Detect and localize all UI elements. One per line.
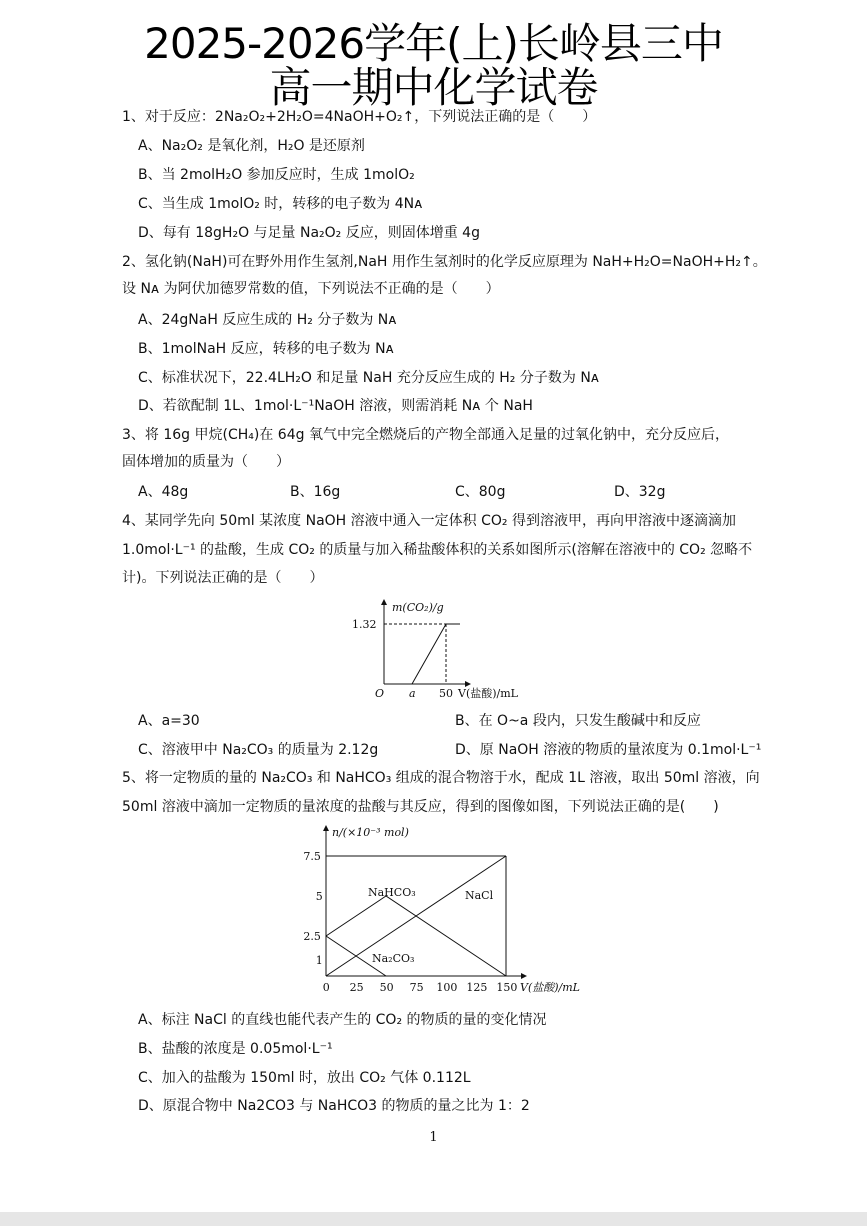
- q4-stem-line-3: 计)。下列说法正确的是（ ）: [122, 570, 324, 586]
- q1-option-a: A、Na₂O₂ 是氧化剂，H₂O 是还原剂: [138, 138, 365, 154]
- x-tick-label: 50: [379, 981, 394, 994]
- co2-mass-series-line: [412, 624, 460, 684]
- q4-option-b: B、在 O~a 段内，只发生酸碱中和反应: [455, 713, 701, 729]
- q2-option-d: D、若欲配制 1L、1mol·L⁻¹NaOH 溶液，则需消耗 Nᴀ 个 NaH: [138, 398, 533, 414]
- q3-option-d: D、32g: [614, 484, 666, 500]
- q2-option-c: C、标准状况下，22.4LH₂O 和足量 NaH 充分反应生成的 H₂ 分子数为 Nᴀ: [138, 370, 600, 386]
- q1-option-b: B、当 2molH₂O 参加反应时，生成 1molO₂: [138, 167, 415, 183]
- origin-label: O: [375, 687, 385, 700]
- y-tick-label: 1.32: [352, 618, 377, 631]
- q3-option-a: A、48g: [138, 484, 189, 500]
- q5-stem-line-2: 50ml 溶液中滴加一定物质的量浓度的盐酸与其反应，得到的图像如图，下列说法正确的是( ): [122, 799, 719, 815]
- q2-stem-line-1: 2、氢化钠(NaH)可在野外用作生氢剂,NaH 用作生氢剂时的化学反应原理为 NaH+H₂O=NaOH+H₂↑。: [122, 254, 767, 270]
- x-axis-label: V(盐酸)/mL: [520, 981, 580, 994]
- x-tick-50: 50: [439, 687, 453, 700]
- x-tick-label: 100: [436, 981, 458, 994]
- x-tick-label: 125: [466, 981, 488, 994]
- q1-option-c: C、当生成 1molO₂ 时，转移的电子数为 4Nᴀ: [138, 196, 423, 212]
- x-axis-label: V(盐酸)/mL: [458, 687, 518, 700]
- q3-stem-line-1: 3、将 16g 甲烷(CH₄)在 64g 氧气中完全燃烧后的产物全部通入足量的过氧化钠中，充分反应后，: [122, 427, 729, 443]
- na2co3-series-label: Na₂CO₃: [372, 952, 415, 965]
- y-axis-label: n/(×10⁻³ mol): [332, 826, 409, 839]
- document-title-line-1: 2025-2026学年(上)长岭县三中: [144, 19, 723, 68]
- q2-option-a: A、24gNaH 反应生成的 H₂ 分子数为 Nᴀ: [138, 312, 397, 328]
- q3-option-c: C、80g: [455, 484, 506, 500]
- q4-stem-line-2: 1.0mol·L⁻¹ 的盐酸，生成 CO₂ 的质量与加入稀盐酸体积的关系如图所示(溶解在溶液中的 CO₂ 忽略不: [122, 542, 753, 558]
- q1-option-d: D、每有 18gH₂O 与足量 Na₂O₂ 反应，则固体增重 4g: [138, 225, 480, 241]
- q4-stem-line-1: 4、某同学先向 50ml 某浓度 NaOH 溶液中通入一定体积 CO₂ 得到溶液甲，再向甲溶液中逐滴滴加: [122, 513, 736, 529]
- page-number: 1: [429, 1130, 438, 1145]
- y-tick-label: 5: [315, 890, 323, 903]
- q1-stem: 1、对于反应：2Na₂O₂+2H₂O=4NaOH+O₂↑，下列说法正确的是（ ）: [122, 109, 597, 125]
- q4-option-c: C、溶液甲中 Na₂CO₃ 的质量为 2.12g: [138, 742, 379, 758]
- q4-option-d: D、原 NaOH 溶液的物质的量浓度为 0.1mol·L⁻¹: [455, 742, 762, 758]
- bottom-scroll-bar: [0, 1212, 867, 1226]
- nacl-series-label: NaCl: [465, 889, 494, 902]
- q4-figure-co2-mass-chart: [340, 596, 560, 700]
- q5-option-a: A、标注 NaCl 的直线也能代表产生的 CO₂ 的物质的量的变化情况: [138, 1012, 547, 1028]
- y-tick-label: 7.5: [303, 850, 321, 863]
- y-axis-label: m(CO₂)/g: [392, 601, 444, 614]
- q5-stem-line-1: 5、将一定物质的量的 Na₂CO₃ 和 NaHCO₃ 组成的混合物溶于水，配成 1L 溶液，取出 50ml 溶液，向: [122, 770, 760, 786]
- x-tick-label: 25: [349, 981, 364, 994]
- document-title-line-2: 高一期中化学试卷: [269, 63, 598, 112]
- q5-option-c: C、加入的盐酸为 150ml 时，放出 CO₂ 气体 0.112L: [138, 1070, 471, 1086]
- x-tick-label: 75: [409, 981, 424, 994]
- q3-option-b: B、16g: [290, 484, 341, 500]
- y-tick-label: 1: [315, 954, 323, 967]
- nahco3-series-line: [326, 896, 506, 976]
- x-tick-label: 0: [322, 981, 330, 994]
- q4-option-a: A、a=30: [138, 713, 200, 729]
- q2-stem-line-2: 设 Nᴀ 为阿伏加德罗常数的值，下列说法不正确的是（ ）: [122, 281, 500, 297]
- nahco3-series-label: NaHCO₃: [368, 886, 416, 899]
- x-tick-a: a: [409, 687, 416, 700]
- q5-figure-mole-chart: [298, 822, 618, 1002]
- q3-stem-line-2: 固体增加的质量为（ ）: [122, 454, 290, 470]
- q2-option-b: B、1molNaH 反应，转移的电子数为 Nᴀ: [138, 341, 394, 357]
- q5-option-b: B、盐酸的浓度是 0.05mol·L⁻¹: [138, 1041, 333, 1057]
- q5-option-d: D、原混合物中 Na2CO3 与 NaHCO3 的物质的量之比为 1：2: [138, 1098, 530, 1114]
- x-tick-label: 150: [496, 981, 518, 994]
- y-tick-label: 2.5: [303, 930, 321, 943]
